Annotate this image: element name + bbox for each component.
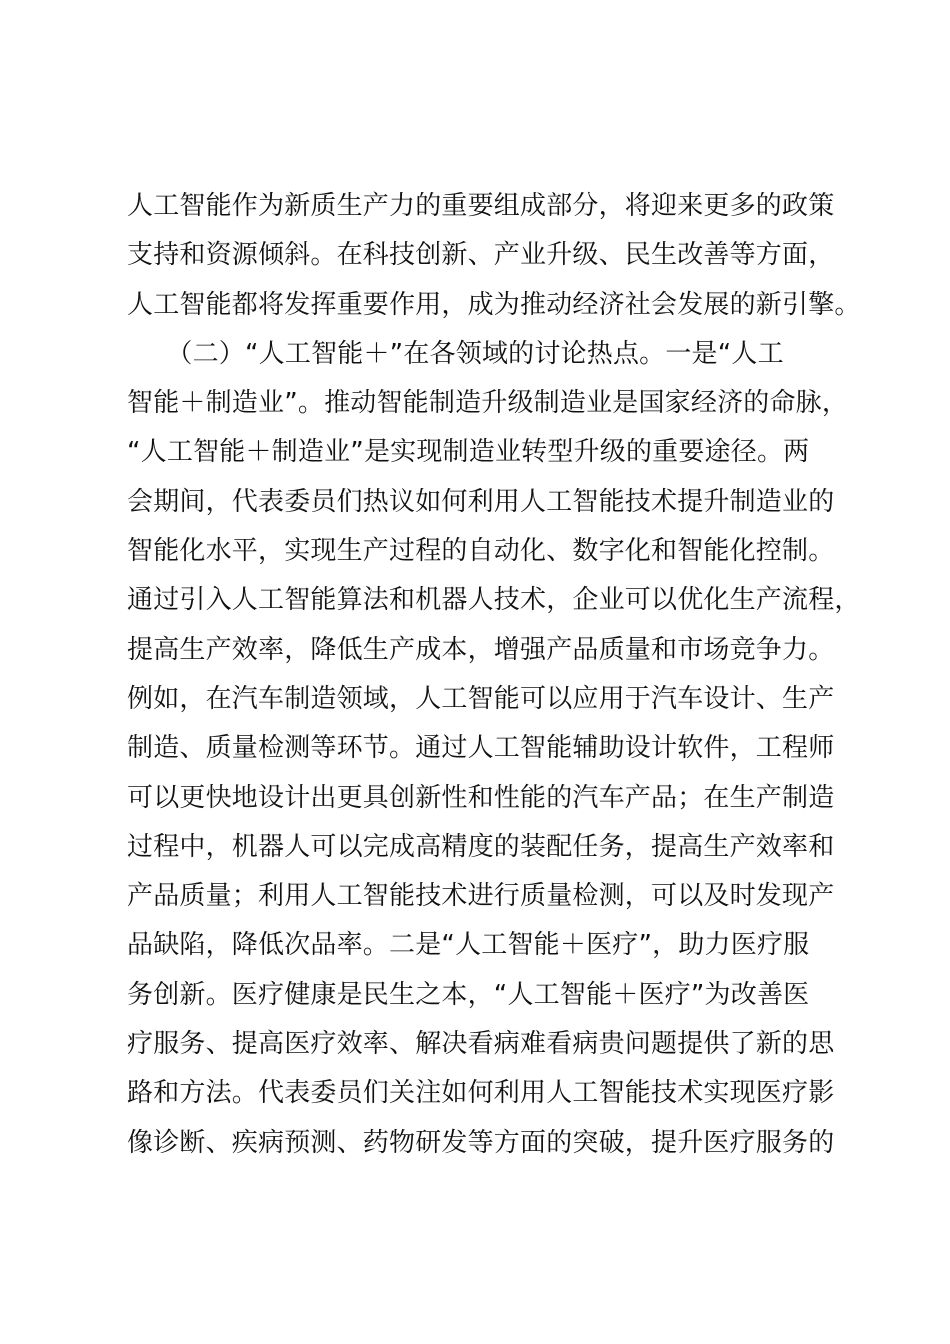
text-line: 支持和资源倾斜。在科技创新、产业升级、民生改善等方面， (127, 240, 835, 271)
text-line: 制造、质量检测等环节。通过人工智能辅助设计软件，工程师 (127, 733, 835, 764)
text-line: 例如，在汽车制造领域，人工智能可以应用于汽车设计、生产 (127, 683, 835, 714)
text-line: 智能＋制造业”。推动智能制造升级制造业是国家经济的命脉， (127, 388, 849, 419)
text-line: “人工智能＋制造业”是实现制造业转型升级的重要途径。两 (127, 437, 810, 468)
text-line: 人工智能作为新质生产力的重要组成部分，将迎来更多的政策 (127, 191, 835, 221)
text-line: 通过引入人工智能算法和机器人技术，企业可以优化生产流程， (127, 585, 861, 616)
text-line: 提高生产效率，降低生产成本，增强产品质量和市场竞争力。 (127, 634, 835, 665)
text-line: （二）“人工智能＋”在各领域的讨论热点。一是“人工 (127, 338, 784, 369)
text-line: 务创新。医疗健康是民生之本，“人工智能＋医疗”为改善医 (127, 979, 810, 1010)
text-line: 品缺陷，降低次品率。二是“人工智能＋医疗”，助力医疗服 (127, 930, 810, 961)
text-line: 产品质量；利用人工智能技术进行质量检测，可以及时发现产 (127, 881, 835, 912)
text-line: 智能化水平，实现生产过程的自动化、数字化和智能化控制。 (127, 536, 835, 567)
text-line: 路和方法。代表委员们关注如何利用人工智能技术实现医疗影 (127, 1078, 835, 1109)
text-line: 疗服务、提高医疗效率、解决看病难看病贵问题提供了新的思 (127, 1029, 835, 1060)
text-line: 人工智能都将发挥重要作用，成为推动经济社会发展的新引擎。 (127, 289, 861, 320)
body-text (127, 182, 861, 1168)
text-line: 像诊断、疾病预测、药物研发等方面的突破，提升医疗服务的 (127, 1127, 835, 1158)
text-line: 过程中，机器人可以完成高精度的装配任务，提高生产效率和 (127, 831, 835, 862)
text-line: 会期间，代表委员们热议如何利用人工智能技术提升制造业的 (127, 486, 835, 517)
text-line: 可以更快地设计出更具创新性和性能的汽车产品；在生产制造 (127, 782, 835, 813)
